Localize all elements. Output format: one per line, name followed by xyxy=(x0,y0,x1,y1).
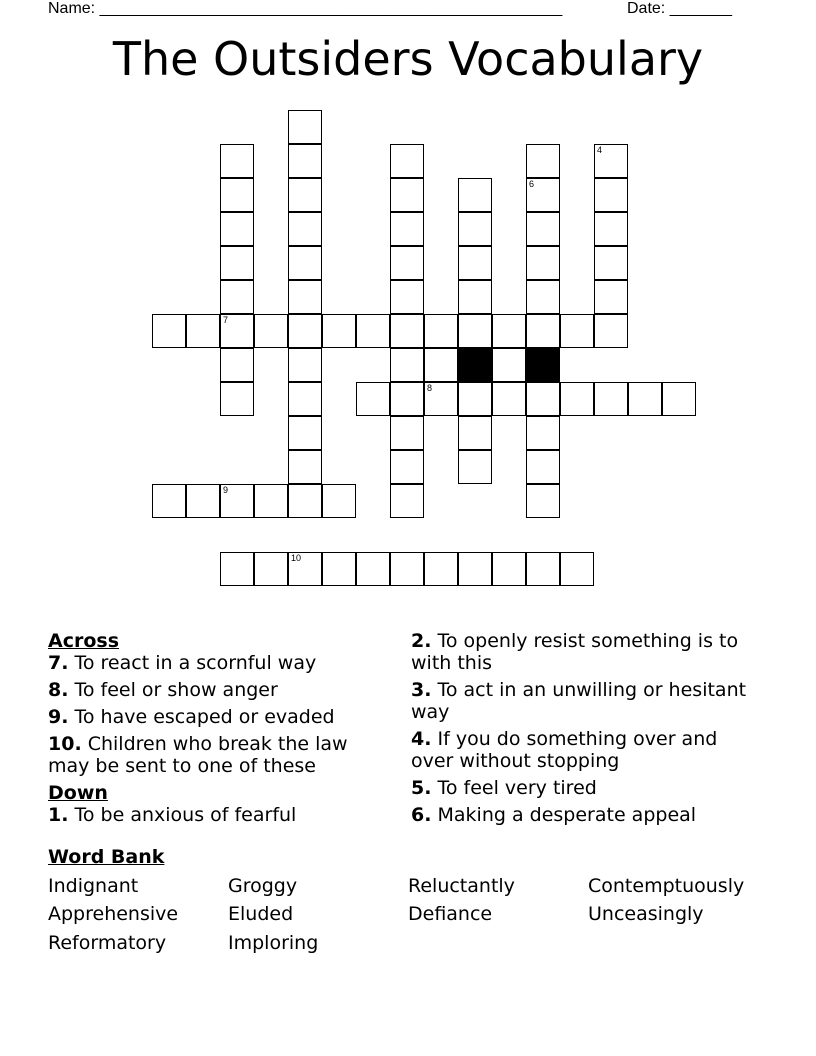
crossword-cell[interactable] xyxy=(390,348,424,382)
word-bank-item: Defiance xyxy=(408,903,493,925)
name-line: Name: ____________________________________________________ xyxy=(48,0,563,17)
crossword-cell[interactable] xyxy=(458,382,492,416)
crossword-cell[interactable] xyxy=(152,484,186,518)
crossword-cell[interactable] xyxy=(186,484,220,518)
crossword-cell[interactable] xyxy=(594,246,628,280)
crossword-cell[interactable] xyxy=(186,314,220,348)
crossword-cell[interactable] xyxy=(526,280,560,314)
black-cell xyxy=(526,348,560,382)
clue-number: 10 xyxy=(291,553,302,563)
crossword-cell[interactable] xyxy=(424,382,458,416)
crossword-cell[interactable] xyxy=(390,382,424,416)
crossword-cell[interactable] xyxy=(458,416,492,450)
clue-across-7: 7. To react in a scornful way xyxy=(48,652,317,674)
crossword-cell[interactable] xyxy=(526,246,560,280)
crossword-cell[interactable] xyxy=(594,212,628,246)
crossword-cell[interactable] xyxy=(628,382,662,416)
crossword-cell[interactable] xyxy=(322,484,356,518)
clue-number: 6 xyxy=(529,179,535,189)
clue-down-4: 4. If you do something over and over without stopping xyxy=(411,728,718,772)
crossword-cell[interactable] xyxy=(288,144,322,178)
crossword-cell[interactable] xyxy=(220,552,254,586)
crossword-cell[interactable] xyxy=(526,178,560,212)
crossword-cell[interactable] xyxy=(390,280,424,314)
crossword-cell[interactable] xyxy=(220,382,254,416)
crossword-cell[interactable] xyxy=(492,552,526,586)
crossword-cell[interactable] xyxy=(322,314,356,348)
crossword-cell[interactable] xyxy=(390,450,424,484)
crossword-cell[interactable] xyxy=(356,382,390,416)
crossword-cell[interactable] xyxy=(594,280,628,314)
clue-number: 4 xyxy=(597,145,603,155)
crossword-cell[interactable] xyxy=(288,212,322,246)
clue-down-1: 1. To be anxious of fearful xyxy=(48,804,297,826)
crossword-cell[interactable] xyxy=(390,484,424,518)
crossword-cell[interactable] xyxy=(390,552,424,586)
clue-number: 8 xyxy=(427,383,433,393)
crossword-cell[interactable] xyxy=(458,212,492,246)
black-cell xyxy=(458,348,492,382)
crossword-cell[interactable] xyxy=(458,280,492,314)
crossword-cell[interactable] xyxy=(288,314,322,348)
crossword-cell[interactable] xyxy=(152,314,186,348)
crossword-cell[interactable] xyxy=(254,314,288,348)
crossword-cell[interactable] xyxy=(390,246,424,280)
crossword-cell[interactable] xyxy=(526,484,560,518)
crossword-cell[interactable] xyxy=(220,212,254,246)
crossword-cell[interactable] xyxy=(254,484,288,518)
across-heading: Across xyxy=(48,630,120,652)
crossword-cell[interactable] xyxy=(662,382,696,416)
crossword-cell[interactable] xyxy=(424,552,458,586)
crossword-cell[interactable] xyxy=(594,144,628,178)
crossword-cell[interactable] xyxy=(492,314,526,348)
crossword-cell[interactable] xyxy=(390,314,424,348)
crossword-cell[interactable] xyxy=(288,382,322,416)
crossword-cell[interactable] xyxy=(220,314,254,348)
word-bank-item: Reformatory xyxy=(48,932,167,954)
crossword-cell[interactable] xyxy=(594,382,628,416)
crossword-cell[interactable] xyxy=(390,416,424,450)
crossword-cell[interactable] xyxy=(458,246,492,280)
crossword-cell[interactable] xyxy=(560,552,594,586)
clue-number: 7 xyxy=(223,315,229,325)
word-bank-item: Unceasingly xyxy=(588,903,704,925)
crossword-cell[interactable] xyxy=(594,178,628,212)
crossword-cell[interactable] xyxy=(458,178,492,212)
crossword-cell[interactable] xyxy=(220,144,254,178)
crossword-cell[interactable] xyxy=(492,348,526,382)
date-line: Date: _______ xyxy=(627,0,732,17)
crossword-cell[interactable] xyxy=(288,484,322,518)
crossword-cell[interactable] xyxy=(458,552,492,586)
crossword-cell[interactable] xyxy=(220,280,254,314)
crossword-cell[interactable] xyxy=(220,178,254,212)
crossword-cell[interactable] xyxy=(390,212,424,246)
crossword-cell[interactable] xyxy=(220,246,254,280)
crossword-cell[interactable] xyxy=(288,110,322,144)
crossword-cell[interactable] xyxy=(458,450,492,484)
crossword-cell[interactable] xyxy=(288,348,322,382)
crossword-cell[interactable] xyxy=(526,552,560,586)
crossword-cell[interactable] xyxy=(220,484,254,518)
clue-across-8: 8. To feel or show anger xyxy=(48,679,278,701)
clue-across-9: 9. To have escaped or evaded xyxy=(48,706,335,728)
crossword-cell[interactable] xyxy=(526,314,560,348)
crossword-cell[interactable] xyxy=(356,552,390,586)
crossword-cell[interactable] xyxy=(424,348,458,382)
crossword-cell[interactable] xyxy=(526,450,560,484)
word-bank-item: Indignant xyxy=(48,875,139,897)
crossword-cell[interactable] xyxy=(288,178,322,212)
crossword-cell[interactable] xyxy=(526,382,560,416)
crossword-cell[interactable] xyxy=(458,314,492,348)
crossword-cell[interactable] xyxy=(288,280,322,314)
crossword-cell[interactable] xyxy=(492,382,526,416)
crossword-cell[interactable] xyxy=(356,314,390,348)
word-bank-item: Groggy xyxy=(228,875,298,897)
crossword-cell[interactable] xyxy=(288,450,322,484)
word-bank-item: Contemptuously xyxy=(588,875,745,897)
clue-number: 9 xyxy=(223,485,229,495)
crossword-cell[interactable] xyxy=(390,178,424,212)
word-bank-item: Apprehensive xyxy=(48,903,179,925)
crossword-cell[interactable] xyxy=(560,382,594,416)
crossword-cell[interactable] xyxy=(390,144,424,178)
crossword-cell[interactable] xyxy=(288,552,322,586)
crossword-cell[interactable] xyxy=(560,314,594,348)
crossword-cell[interactable] xyxy=(220,348,254,382)
page-title: The Outsiders Vocabulary xyxy=(112,32,704,86)
word-bank-item: Imploring xyxy=(228,932,319,954)
crossword-cell[interactable] xyxy=(288,416,322,450)
clues-right-column xyxy=(411,630,751,831)
word-bank-item: Eluded xyxy=(228,903,294,925)
clue-across-10: 10. Children who break the law may be sent to one of these xyxy=(48,733,348,777)
crossword-cell[interactable] xyxy=(526,212,560,246)
crossword-cell[interactable] xyxy=(594,314,628,348)
clue-down-5: 5. To feel very tired xyxy=(411,777,597,799)
crossword-cell[interactable] xyxy=(526,144,560,178)
clues-left-column xyxy=(48,630,378,831)
crossword-cell[interactable] xyxy=(424,314,458,348)
clue-down-2: 2. To openly resist something is to with this xyxy=(411,630,739,674)
down-heading: Down xyxy=(48,782,108,804)
crossword-cell[interactable] xyxy=(322,552,356,586)
clue-down-3: 3. To act in an unwilling or hesitant way xyxy=(411,679,747,723)
crossword-cell[interactable] xyxy=(288,246,322,280)
clue-down-6: 6. Making a desperate appeal xyxy=(411,804,697,826)
word-bank-heading: Word Bank xyxy=(48,846,165,868)
crossword-cell[interactable] xyxy=(526,416,560,450)
word-bank-item: Reluctantly xyxy=(408,875,515,897)
crossword-cell[interactable] xyxy=(254,552,288,586)
